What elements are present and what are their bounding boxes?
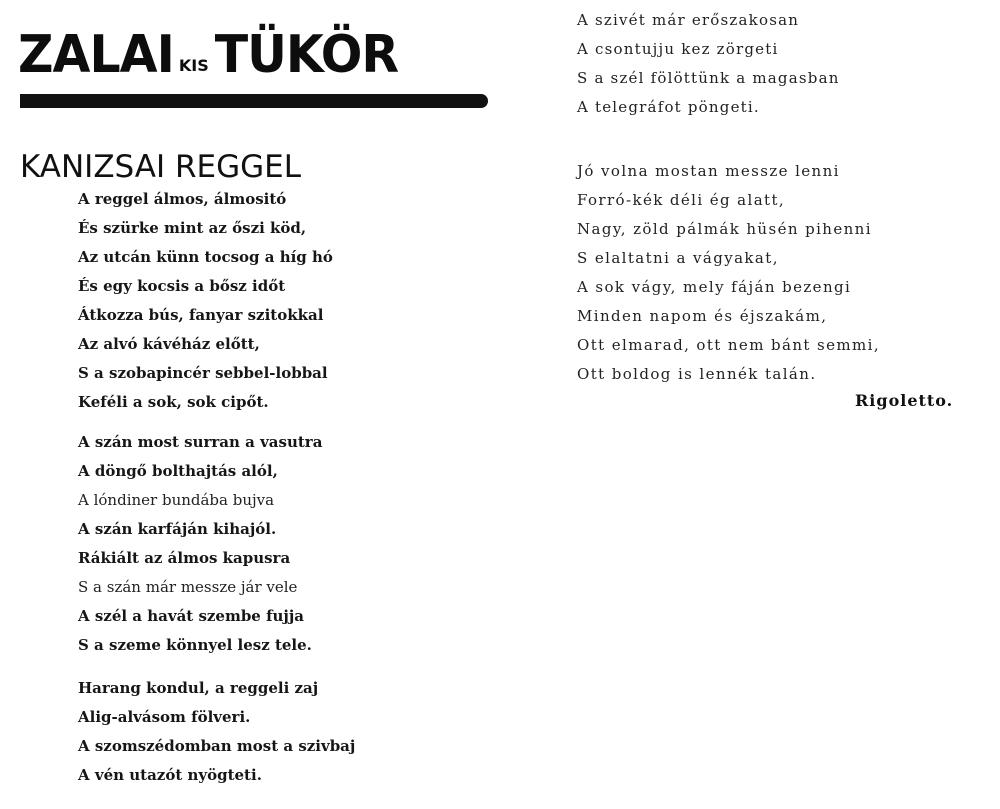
masthead-word-tukor: TÜKÖR	[214, 24, 399, 85]
poem-line: Harang kondul, a reggeli zaj	[78, 679, 319, 697]
poem-line: Ott boldog is lennék talán.	[577, 365, 817, 383]
poem-line: A szomszédomban most a szivbaj	[78, 737, 356, 755]
stanza	[78, 185, 333, 417]
masthead-word-kis: KIS	[178, 56, 209, 75]
masthead	[18, 26, 488, 86]
poem-line: Keféli a sok, sok cipőt.	[78, 393, 269, 411]
masthead-word-zalai: ZALAI	[18, 24, 174, 85]
poem-line: S a szobapincér sebbel-lobbal	[78, 364, 328, 382]
poem-line: A szán karfáján kihajól.	[78, 520, 277, 538]
poem-line: S elaltatni a vágyakat,	[577, 249, 779, 267]
poem-line: Átkozza bús, fanyar szitokkal	[78, 306, 324, 324]
poem-line: S a szán már messze jár vele	[78, 578, 298, 596]
poem-line: És szürke mint az őszi köd,	[78, 219, 307, 237]
poem-line: Nagy, zöld pálmák hüsén pihenni	[577, 220, 872, 238]
stanza	[577, 157, 880, 389]
poem-line: Jó volna mostan messze lenni	[577, 162, 840, 180]
masthead-underline	[20, 94, 488, 108]
poem-line: A szél a havát szembe fujja	[78, 607, 305, 625]
poem-line: S a szeme könnyel lesz tele.	[78, 636, 312, 654]
poem-line: Rákiált az álmos kapusra	[78, 549, 291, 567]
stanza	[577, 6, 840, 122]
poem-line: S a szél fölöttünk a magasban	[577, 69, 840, 87]
stanza	[78, 674, 355, 790]
poem-line: A csontujju kez zörgeti	[577, 40, 779, 58]
author-signature: Rigoletto.	[855, 391, 954, 410]
poem-line: Az utcán künn tocsog a híg hó	[78, 248, 333, 266]
poem-line: A telegráfot pöngeti.	[577, 98, 760, 116]
poem-line: Ott elmarad, ott nem bánt semmi,	[577, 336, 880, 354]
poem-line: A vén utazót nyögteti.	[78, 766, 262, 784]
poem-title: KANIZSAI REGGEL	[20, 148, 302, 185]
stanza	[78, 428, 322, 660]
poem-line: Alig-alvásom fölveri.	[78, 708, 251, 726]
poem-line: Forró-kék déli ég alatt,	[577, 191, 786, 209]
poem-line: A szivét már erőszakosan	[577, 11, 800, 29]
poem-line: Az alvó kávéház előtt,	[78, 335, 260, 353]
poem-line: A döngő bolthajtás alól,	[78, 462, 278, 480]
poem-line: A sok vágy, mely fáján bezengi	[577, 278, 852, 296]
poem-line: A szán most surran a vasutra	[78, 433, 323, 451]
poem-line: A reggel álmos, álmositó	[78, 190, 287, 208]
poem-line: A lóndiner bundába bujva	[78, 491, 275, 509]
poem-line: És egy kocsis a bősz időt	[78, 277, 286, 295]
poem-line: Minden napom és éjszakám,	[577, 307, 828, 325]
